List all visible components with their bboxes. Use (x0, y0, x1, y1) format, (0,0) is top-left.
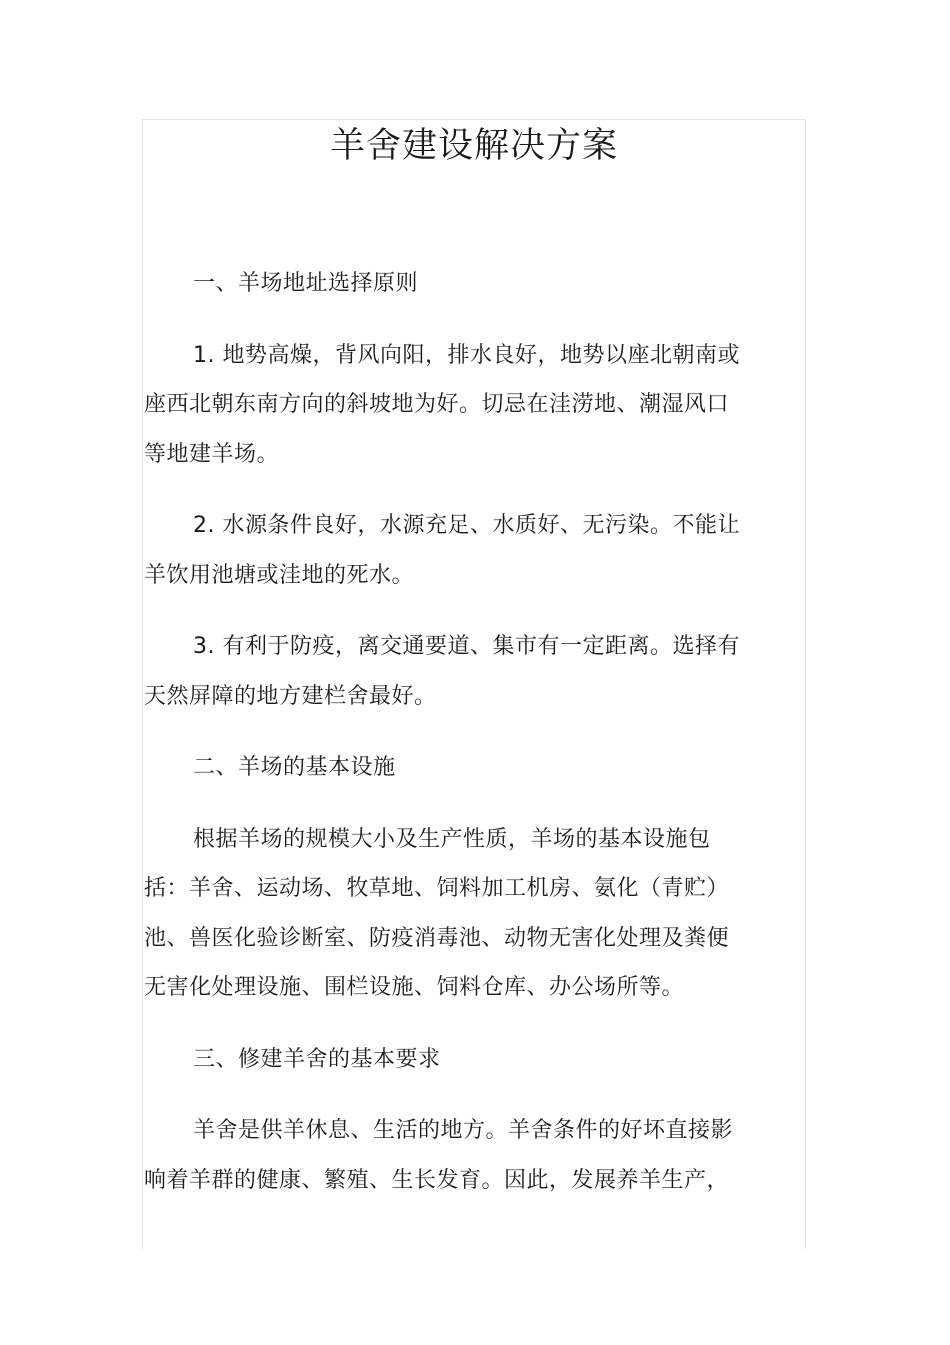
paragraph-2: 2. 水源条件良好，水源充足、水质好、无污染。不能让羊饮用池塘或洼地的死水。 (144, 513, 740, 588)
document-body (144, 259, 742, 1227)
section-heading-2: 二、羊场的基本设施 (193, 755, 396, 780)
paragraph-3: 3. 有利于防疫，离交通要道、集市有一定距离。选择有天然屏障的地方建栏舍最好。 (144, 634, 740, 709)
paragraph-5: 羊舍是供羊休息、生活的地方。羊舍条件的好坏直接影响着羊群的健康、繁殖、生长发育。因此，发展养羊生产， (144, 1118, 734, 1193)
section-heading-1: 一、羊场地址选择原则 (193, 271, 419, 296)
document-title: 羊舍建设解决方案 (329, 126, 618, 166)
paragraph-4: 根据羊场的规模大小及生产性质，羊场的基本设施包括：羊舍、运动场、牧草地、饲料加工机房、氨化（青贮）池、兽医化验诊断室、防疫消毒池、动物无害化处理及粪便无害化处理设施、围栏设施、饲料仓库、办公场所等。 (144, 826, 730, 1000)
paragraph-1: 1. 地势高燥，背风向阳，排水良好，地势以座北朝南或座西北朝东南方向的斜坡地为好。切忌在洼涝地、潮湿风口等地建羊场。 (144, 342, 740, 467)
section-heading-3: 三、修建羊舍的基本要求 (193, 1046, 441, 1072)
